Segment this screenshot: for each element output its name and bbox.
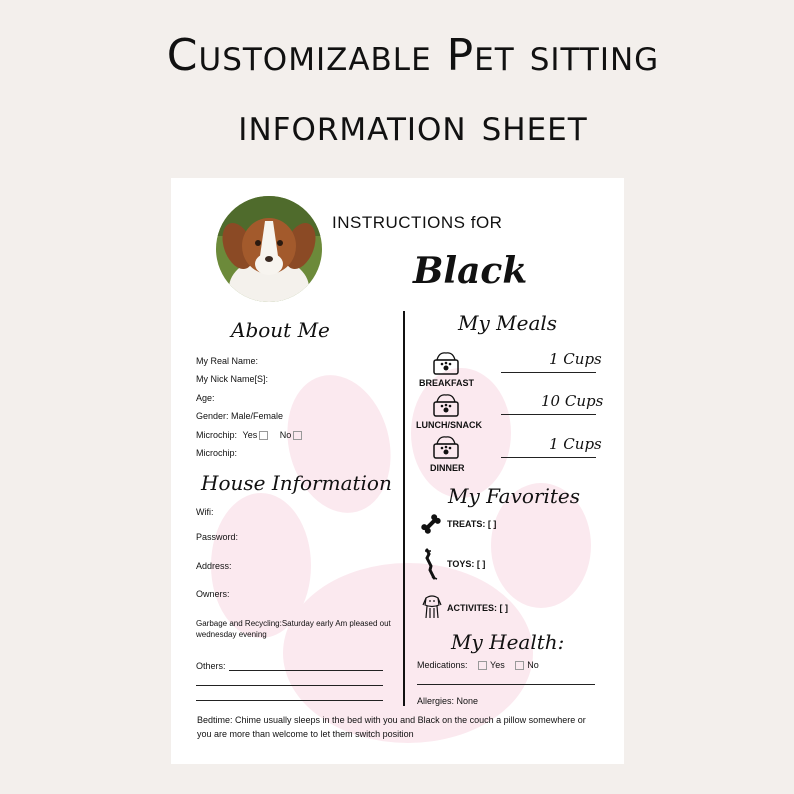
meal-label: LUNCH/SNACK: [416, 420, 482, 430]
real-name-field[interactable]: My Real Name:: [196, 356, 259, 366]
microchip-yes-checkbox[interactable]: [259, 431, 268, 440]
medications-yes-label: Yes: [490, 660, 505, 670]
my-favorites-title: My Favorites: [448, 484, 581, 508]
paw-print-decoration: [273, 363, 406, 524]
food-bowl-icon: [431, 392, 461, 418]
nick-name-field[interactable]: My Nick Name[S]:: [196, 374, 269, 384]
meal-label: BREAKFAST: [419, 378, 475, 388]
owners-field[interactable]: Owners:: [196, 589, 230, 599]
others-line: [229, 670, 383, 671]
meal-amount[interactable]: 1 Cups: [549, 435, 602, 453]
medications-no-label: No: [527, 660, 539, 670]
rope-toy-icon: [423, 548, 439, 582]
pet-photo: [216, 196, 322, 302]
meal-amount-line: [501, 414, 596, 415]
bedtime-note: Bedtime: Chime usually sleeps in the bed with you and Black on the couch a pillow somewhere or you are more than welcome to let them switch position: [197, 715, 586, 739]
my-health-title: My Health:: [451, 630, 565, 654]
microchip-row: [196, 430, 305, 440]
about-me-title: About Me: [231, 318, 330, 342]
garbage-field-cont: wednesday evening: [196, 630, 267, 639]
allergies-field[interactable]: Allergies: None: [417, 696, 479, 706]
instructions-label: INSTRUCTIONS fOR: [332, 213, 503, 232]
medications-label: Medications:: [417, 660, 468, 670]
info-sheet: [171, 178, 624, 764]
microchip-no-label: No: [279, 430, 292, 440]
medications-no-checkbox[interactable]: [515, 661, 524, 670]
medications-row: [417, 660, 539, 670]
gender-field[interactable]: Gender: Male/Female: [196, 411, 284, 421]
garbage-field[interactable]: Garbage and Recycling:Saturday early Am pleased out: [196, 619, 391, 628]
others-line: [196, 685, 383, 686]
wifi-field[interactable]: Wifi:: [196, 507, 214, 517]
medications-yes-checkbox[interactable]: [478, 661, 487, 670]
microchip-no-checkbox[interactable]: [293, 431, 302, 440]
meal-amount-line: [501, 372, 596, 373]
pet-name: Black: [413, 250, 528, 292]
column-divider: [403, 311, 405, 706]
dog-icon: [421, 594, 443, 620]
house-info-title: House Information: [201, 471, 392, 495]
meal-label: DINNER: [430, 463, 465, 473]
page-heading-line2: information sheet: [238, 100, 588, 151]
others-line: [196, 700, 383, 701]
food-bowl-icon: [431, 350, 461, 376]
treats-field[interactable]: TREATS: [ ]: [447, 519, 497, 529]
others-field[interactable]: Others:: [196, 661, 226, 671]
microchip-yes-label: Yes: [242, 430, 258, 440]
age-field[interactable]: Age:: [196, 393, 215, 403]
meal-amount[interactable]: 10 Cups: [541, 392, 604, 410]
activities-field[interactable]: ACTIVITES: [ ]: [447, 603, 508, 613]
meal-amount[interactable]: 1 Cups: [549, 350, 602, 368]
microchip-label: Microchip:: [196, 430, 238, 440]
password-field[interactable]: Password:: [196, 532, 239, 542]
food-bowl-icon: [431, 434, 461, 460]
address-field[interactable]: Address:: [196, 561, 232, 571]
meal-amount-line: [501, 457, 596, 458]
toys-field[interactable]: TOYS: [ ]: [447, 559, 486, 569]
medications-line: [417, 684, 595, 685]
page-heading-line1: Customizable Pet sitting: [166, 30, 660, 81]
my-meals-title: My Meals: [458, 311, 558, 335]
microchip-number-field[interactable]: Microchip:: [196, 448, 238, 458]
bone-icon: [419, 512, 443, 536]
